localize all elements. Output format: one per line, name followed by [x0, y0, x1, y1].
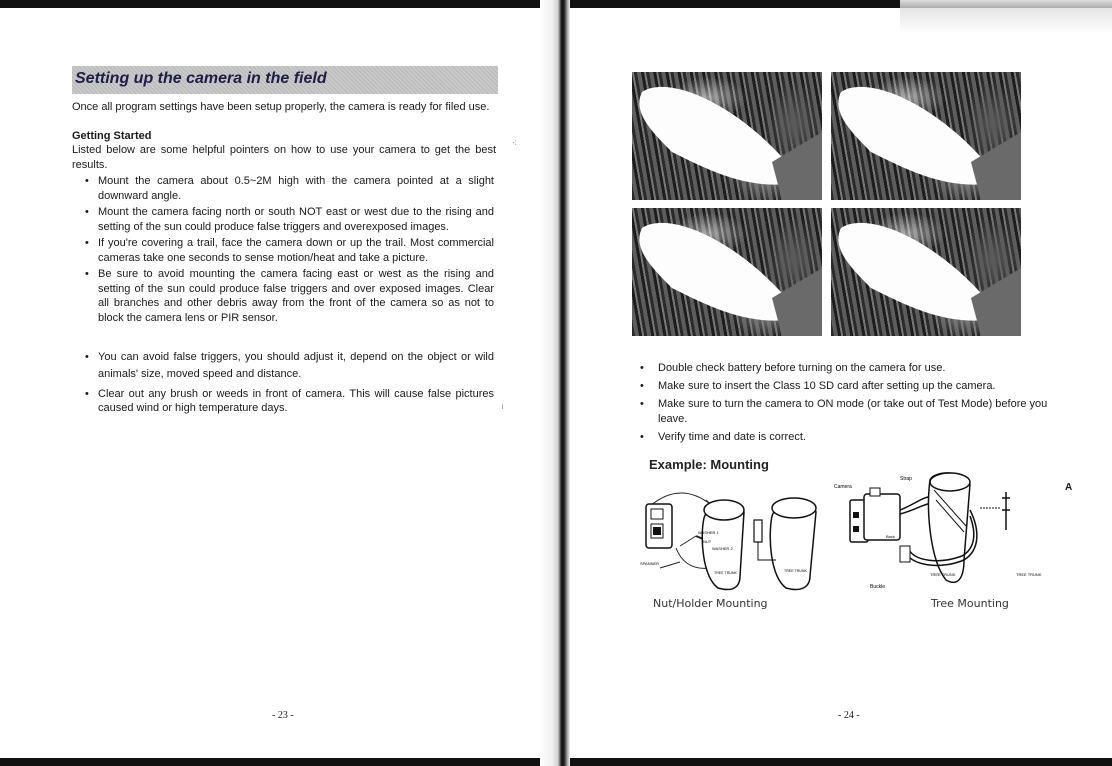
forest-photo — [831, 208, 1021, 336]
list-item: • Double check battery before turning on the camera for use. — [630, 361, 1060, 376]
list-item: • Mount the camera facing north or south NOT east or west due to the rising and setting of the sun could produce false triggers and overexposed images. — [72, 205, 494, 234]
label-tree-trunk: TREE TRUNK — [930, 572, 956, 577]
tree-mounting-diagram — [830, 470, 1060, 594]
label-strap: Strap — [900, 476, 912, 482]
list-item: • Verify time and date is correct. — [630, 430, 1060, 445]
label-camera: Camera — [834, 484, 852, 490]
intro-paragraph: Once all program settings have been setup properly, the camera is ready for filed use. — [72, 101, 490, 113]
forest-photo — [632, 72, 822, 200]
scan-speck: ·: — [512, 138, 517, 147]
list-item: • If you're covering a trail, face the camera down or up the trail. Most commercial cameras take one seconds to sense motion/heat and take a picture. — [72, 236, 494, 265]
label-tree-trunk: TREE TRUNK — [1016, 572, 1042, 577]
scan-speck: ╷ — [500, 400, 505, 409]
page-number-right: - 24 - — [838, 710, 860, 721]
list-item: • You can avoid false triggers, you should adjust it, depend on the object or wild animals' size, moved speed and distance. — [72, 349, 494, 383]
label-spanner: SPANNER — [640, 561, 660, 566]
section-title: Setting up the camera in the field — [75, 70, 327, 87]
list-item: • Mount the camera about 0.5~2M high with the camera pointed at a slight downward angle. — [72, 174, 494, 203]
sample-photo-grid — [632, 72, 1022, 336]
page-number-left: - 23 - — [272, 710, 294, 721]
label-back: Back — [886, 534, 895, 539]
label-washer2: WASHER 2 — [712, 546, 733, 551]
nut-holder-mounting-diagram — [640, 476, 830, 594]
forest-photo — [632, 208, 822, 336]
caption-nut-holder: Nut/Holder Mounting — [653, 597, 768, 610]
camera-icon — [646, 504, 672, 548]
section-title-banner — [72, 66, 498, 94]
page-edge-letter: A — [1065, 482, 1073, 493]
book-gutter — [540, 0, 570, 766]
list-item: • Clear out any brush or weeds in front of camera. This will cause false pictures caused wind or high temperature days. — [72, 387, 494, 415]
label-tree-trunk: TREE TRUNK — [784, 569, 807, 573]
list-item: • Make sure to insert the Class 10 SD card after setting up the camera. — [630, 379, 1060, 394]
label-tree-trunk: TREE TRUNK — [714, 571, 737, 575]
getting-started-text: Listed below are some helpful pointers on how to use your camera to get the best results. — [72, 144, 496, 171]
list-item: • Be sure to avoid mounting the camera facing east or west as the rising and setting of the sun could produce false triggers and over exposed images. Clear all branches and other debris away from the front of the camera so as not to block the camera lens or PIR sensor. — [72, 267, 494, 325]
list-item: • Make sure to turn the camera to ON mode (or take out of Test Mode) before you leave. — [630, 397, 1060, 427]
checklist — [630, 361, 1060, 448]
forest-photo — [831, 72, 1021, 200]
label-buckle: Buckle — [870, 584, 886, 590]
example-heading: Example: Mounting — [649, 457, 769, 472]
caption-tree-mounting: Tree Mounting — [931, 597, 1009, 610]
tips-list — [72, 174, 494, 327]
label-nut: NUT — [703, 539, 712, 544]
getting-started-heading: Getting Started — [72, 130, 152, 142]
label-washer1: WASHER 1 — [698, 530, 719, 535]
scan-shadow — [900, 0, 1112, 34]
tips-list-2 — [72, 349, 494, 419]
